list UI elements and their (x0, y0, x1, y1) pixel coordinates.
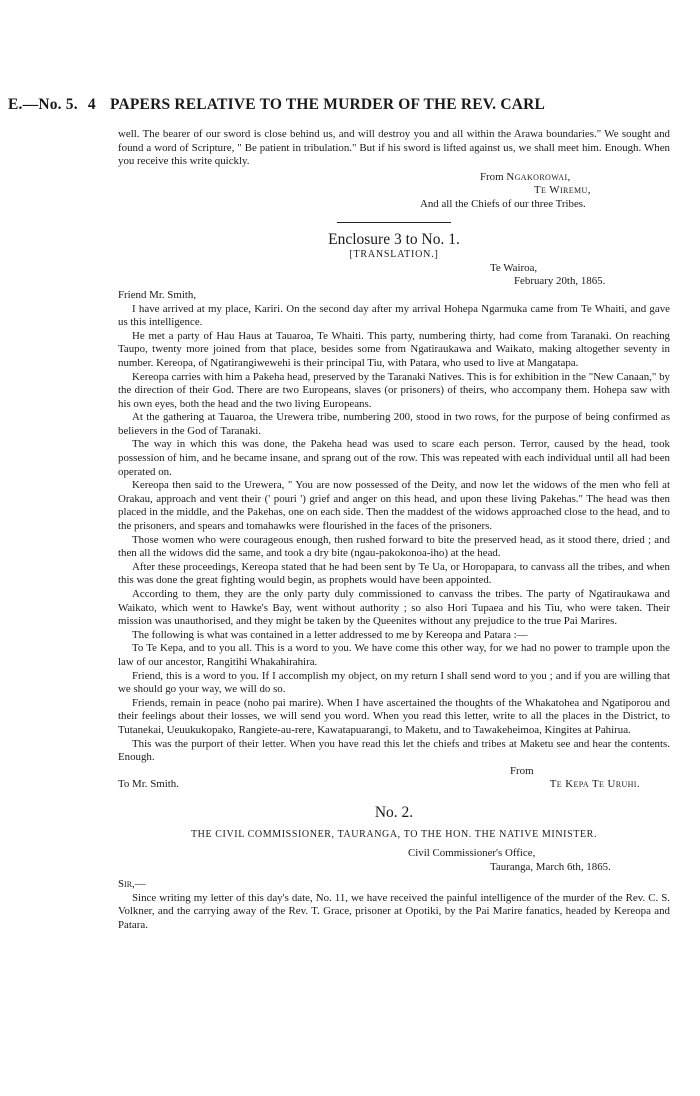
enclosure-paragraph: According to them, they are the only party duly commissioned to canvass the tribes. The party of Ngatiraukawa and Waikato, which went to Hawke's Bay, went without authority ; so also Hori Tupaea and his Tiu, who were taken. Their mission was unauthorised, and they might be taken by the Queenites without any prejudice to the true Pai Marires. (118, 588, 670, 628)
letter-body: well. The bearer of our sword is close behind us, and will destroy you and all within the Arawa boundaries." We sought and found a word of Scripture, " Be patient in tribulation." But if his sword is lifted against us, we shall meet him. Enough. When you receive this write quickly. (118, 128, 670, 168)
sender-name-2: Te Wiremu, (534, 184, 591, 197)
place-date-line: Tauranga, March 6th, 1865. (490, 860, 611, 873)
enclosure-paragraph: I have arrived at my place, Kariri. On the second day after my arrival Hohepa Ngarmuka came from Te Whaiti, and gave us this intelligence. (118, 302, 670, 329)
enclosure-paragraph: Kereopa carries with him a Pakeha head, preserved by the Taranaki Natives. This is for exhibition in the "New Canaan," by the direction of their God. There are two Europeans, slaves (or prisoners) of theirs, who accompany them. Hohepa saw with his own eyes, both the head and the two living Europeans. (118, 370, 670, 410)
enclosure-paragraph: He met a party of Hau Haus at Tauaroa, Te Whaiti. This party, numbering thirty, had come from Taranaki. On reaching Taupo, twenty more joined from that place, besides some from Ngatiraukawa and Waikato, making altogether seventy in number. Kereopa, of Ngatirangiwewehi is their principal Tiu, with Patara, who used to live at Mangatapa. (118, 329, 670, 369)
running-title: PAPERS RELATIVE TO THE MURDER OF THE REV. CARL (109, 96, 546, 113)
enclosure-title: Enclosure 3 to No. 1. (328, 230, 460, 248)
no2-body: Since writing my letter of this day's date, No. 11, we have received the painful intelligence of the murder of the Rev. C. S. Volkner, and the carrying away of the Rev. T. Grace, prisoner at Opotiki, by the Pai Marire fanatics, headed by Kereopa and Patara. (118, 891, 670, 932)
enclosure-location: Te Wairoa, (490, 261, 538, 274)
enclosure-paragraph: This was the purport of their letter. When you have read this let the chiefs and tribes at Maketu see and hear the contents. Enough. (118, 737, 670, 764)
enclosure-paragraph: After these proceedings, Kereopa stated that he had been sent by Te Ua, or Horopapara, to canvass all the tribes, and when this was done the great fighting would begin, as prophets would have been appointed. (118, 560, 670, 587)
enclosure-paragraph: To Te Kepa, and to you all. This is a word to you. We have come this other way, for we had no power to trample upon the law of our ancestor, Rangitihi Whakahirahira. (118, 642, 670, 668)
enclosure-paragraph: Friends, remain in peace (noho pai marire). When I have ascertained the thoughts of the Whakatohea and Ngatiporou and their feelings about their losses, we will send you word. When you read this letter, write to all the places in the District, to Tutanekai, Ueuukukopako, Rangiete-au-rere, Kawatapuarangi, to Maketu, and to Tawakeheimoa, Kingites at Pahirua. (118, 696, 670, 736)
enclosure-date: February 20th, 1865. (514, 275, 606, 288)
office-line: Civil Commissioner's Office, (408, 847, 536, 860)
enclosure-paragraph: The following is what was contained in a letter addressed to me by Kereopa and Patara :— (132, 628, 528, 641)
enclosure-from-label: From (510, 764, 534, 777)
section-rule (337, 222, 451, 223)
letter-signature (118, 171, 670, 212)
enclosure-closing (118, 778, 670, 792)
enclosure-paragraph: Friend, this is a word to you. If I accomplish my object, on my return I shall send word to you ; and if you are willing that we should go your way, we will do so. (118, 669, 670, 696)
from-label: From (480, 170, 504, 183)
sender-chiefs: And all the Chiefs of our three Tribes. (420, 197, 586, 210)
document-subheading: THE CIVIL COMMISSIONER, TAURANGA, TO THE HON. THE NATIVE MINISTER. (190, 828, 598, 840)
addressee: To Mr. Smith. (118, 778, 179, 791)
enclosure-salutation: Friend Mr. Smith, (118, 288, 197, 301)
letter-continuation (118, 128, 670, 933)
translation-label: [TRANSLATION.] (349, 249, 439, 261)
enclosure-paragraph: Those women who were courageous enough, then rushed forward to bite the preserved head, as it stood there, dried ; and then all the widows did the same, and took a dry bite (ngau-pakokonoa-iho) at the head. (118, 533, 670, 560)
no2-salutation: Sir,— (118, 878, 146, 891)
document-number-title: No. 2. (374, 803, 414, 821)
enclosure-paragraph: At the gathering at Tauaroa, the Urewera tribe, numbering 200, stood in two rows, for the purpose of being confirmed as believers in the God of Taranaki. (118, 411, 670, 437)
page-header (8, 96, 696, 114)
page-number: 4 (87, 96, 96, 113)
enclosure-paragraph: The way in which this was done, the Pakeha head was used to scare each person. Terror, caused by the head, took possession of him, and he became insane, and sprang out of the row. This was repeated with each individual until all had been operated on. (118, 438, 670, 478)
enclosure-signature: Te Kepa Te Uruhi. (549, 778, 640, 791)
sender-name: Ngakorowai, (506, 170, 571, 183)
enclosure-paragraph: Kereopa then said to the Urewera, " You are now possessed of the Deity, and now let the widows of the men who fell at Orakau, approach and vent their (' pouri ') grief and anger on this head, and upon these living Pakehas." The head was then placed in the middle, and the Pakehas, one on each side. Then the maddest of the widows approached close to the head, and to the prisoners, and spears and tomahawks were flourished in the faces of the prisoners. (118, 479, 670, 533)
paper-code: E.—No. 5. (8, 96, 78, 113)
